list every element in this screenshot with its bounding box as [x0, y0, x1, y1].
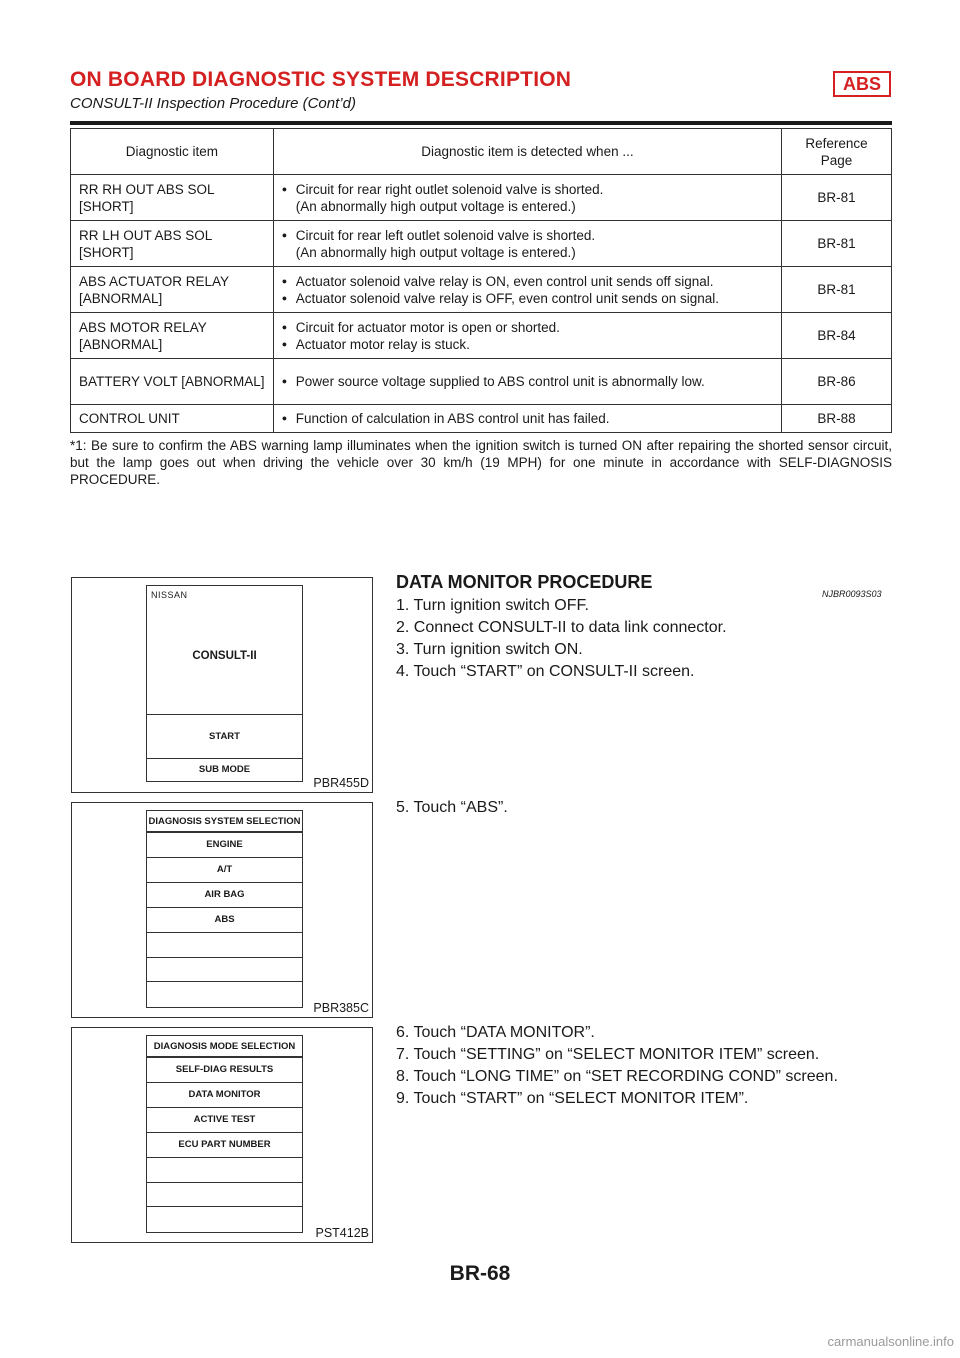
diagnostic-item: RR RH OUT ABS SOL [SHORT]: [71, 175, 274, 221]
menu-item-empty: [147, 933, 302, 958]
menu-item-empty: [147, 1207, 302, 1232]
page-number: BR-68: [449, 1262, 511, 1285]
step-list: [396, 595, 727, 683]
step-item: 4. Touch “START” on CONSULT-II screen.: [396, 663, 695, 680]
consult-screen: [146, 585, 303, 759]
reference-page: BR-86: [782, 359, 892, 405]
detection-condition: [273, 359, 781, 405]
step-item: 1. Turn ignition switch OFF.: [396, 597, 589, 614]
menu-item-ecu-part-number[interactable]: ECU PART NUMBER: [147, 1133, 302, 1158]
consult-title: CONSULT-II: [192, 650, 257, 662]
mode-selection-screen: [146, 1035, 303, 1233]
section-heading: DATA MONITOR PROCEDURE: [396, 572, 653, 592]
condition-bullet: ● Function of calculation in ABS control unit has failed.: [282, 410, 773, 427]
detection-condition: [273, 267, 781, 313]
figure-mode-selection: [71, 1027, 373, 1243]
brand-logo: NISSAN: [151, 590, 188, 600]
menu-item-data-monitor[interactable]: DATA MONITOR: [147, 1083, 302, 1108]
diagnostic-item: ABS MOTOR RELAY [ABNORMAL]: [71, 313, 274, 359]
step-item: 7. Touch “SETTING” on “SELECT MONITOR ITEM” screen.: [396, 1046, 820, 1063]
menu-item-at[interactable]: A/T: [147, 858, 302, 883]
condition-note: (An abnormally high output voltage is entered.): [295, 244, 576, 260]
detection-condition: [273, 175, 781, 221]
step-list: [396, 797, 508, 819]
menu-item-active-test[interactable]: ACTIVE TEST: [147, 1108, 302, 1133]
menu-item-air-bag[interactable]: AIR BAG: [147, 883, 302, 908]
table-row: [71, 221, 892, 267]
condition-bullet: ● Actuator solenoid valve relay is OFF, even control unit sends on signal.: [282, 290, 773, 307]
menu-item-empty: [147, 1158, 302, 1183]
figure-code: PBR455D: [313, 776, 369, 790]
menu-item-empty: [147, 982, 302, 1007]
diagnostic-item: BATTERY VOLT [ABNORMAL]: [71, 359, 274, 405]
section-code: NJBR0093S03: [822, 589, 882, 599]
figure-consult-start-screen: [71, 577, 373, 793]
menu-item-abs[interactable]: ABS: [147, 908, 302, 933]
menu-item-empty: [147, 958, 302, 983]
table-row: [71, 267, 892, 313]
header-rule: [70, 121, 892, 125]
diagnostic-table: [70, 128, 892, 433]
diagnostic-item: RR LH OUT ABS SOL [SHORT]: [71, 221, 274, 267]
menu-item-engine[interactable]: ENGINE: [147, 833, 302, 858]
header-title: ON BOARD DIAGNOSTIC SYSTEM DESCRIPTION: [70, 68, 572, 91]
diagnostic-item: ABS ACTUATOR RELAY [ABNORMAL]: [71, 267, 274, 313]
condition-bullet: ● Circuit for rear right outlet solenoid valve is shorted.: [282, 181, 773, 198]
table-row: [71, 359, 892, 405]
detection-condition: [273, 405, 781, 433]
sub-mode-button[interactable]: SUB MODE: [146, 759, 303, 782]
detection-condition: [273, 221, 781, 267]
figure-code: PBR385C: [313, 1001, 369, 1015]
table-row: [71, 313, 892, 359]
table-header-row: [71, 129, 892, 175]
section-badge: ABS: [833, 71, 891, 97]
step-item: 5. Touch “ABS”.: [396, 799, 508, 816]
figure-system-selection: [71, 802, 373, 1018]
step-item: 6. Touch “DATA MONITOR”.: [396, 1024, 595, 1041]
table-row: [71, 175, 892, 221]
table-footnote: *1: Be sure to confirm the ABS warning lamp illuminates when the ignition switch is turned ON after repairing the shorted sensor circuit, but the lamp goes out when driving the vehicle over 30 km/h (19 MPH) for one minute in accordance with SELF-DIAGNOSIS PROCEDURE.: [70, 438, 892, 487]
screen-heading: DIAGNOSIS SYSTEM SELECTION: [147, 811, 302, 833]
screen-heading: DIAGNOSIS MODE SELECTION: [147, 1036, 302, 1058]
column-header: Reference Page: [782, 129, 892, 175]
reference-page: BR-81: [782, 221, 892, 267]
system-selection-screen: [146, 810, 303, 1008]
condition-bullet: ● Circuit for actuator motor is open or shorted.: [282, 319, 773, 336]
condition-note: (An abnormally high output voltage is entered.): [295, 198, 576, 214]
reference-page: BR-81: [782, 267, 892, 313]
step-item: 2. Connect CONSULT-II to data link connector.: [396, 619, 727, 636]
step-list: [396, 1022, 838, 1110]
figure-code: PST412B: [315, 1226, 369, 1240]
watermark: carmanualsonline.info: [827, 1334, 954, 1349]
condition-bullet: ● Actuator solenoid valve relay is ON, even control unit sends off signal.: [282, 273, 773, 290]
step-item: 8. Touch “LONG TIME” on “SET RECORDING COND” screen.: [396, 1068, 838, 1085]
menu-item-empty: [147, 1183, 302, 1208]
table-row: [71, 405, 892, 433]
condition-bullet: ● Circuit for rear left outlet solenoid valve is shorted.: [282, 227, 773, 244]
column-header: Diagnostic item: [71, 129, 274, 175]
step-item: 3. Turn ignition switch ON.: [396, 641, 583, 658]
menu-item-self-diag-results[interactable]: SELF-DIAG RESULTS: [147, 1058, 302, 1083]
detection-condition: [273, 313, 781, 359]
condition-bullet: ● Power source voltage supplied to ABS control unit is abnormally low.: [282, 373, 773, 390]
condition-bullet: ● Actuator motor relay is stuck.: [282, 336, 773, 353]
reference-page: BR-88: [782, 405, 892, 433]
step-item: 9. Touch “START” on “SELECT MONITOR ITEM”.: [396, 1090, 749, 1107]
reference-page: BR-84: [782, 313, 892, 359]
start-button[interactable]: START: [147, 714, 302, 759]
header-subtitle: CONSULT-II Inspection Procedure (Cont’d): [70, 95, 356, 112]
column-header: Diagnostic item is detected when ...: [273, 129, 781, 175]
reference-page: BR-81: [782, 175, 892, 221]
diagnostic-item: CONTROL UNIT: [71, 405, 274, 433]
